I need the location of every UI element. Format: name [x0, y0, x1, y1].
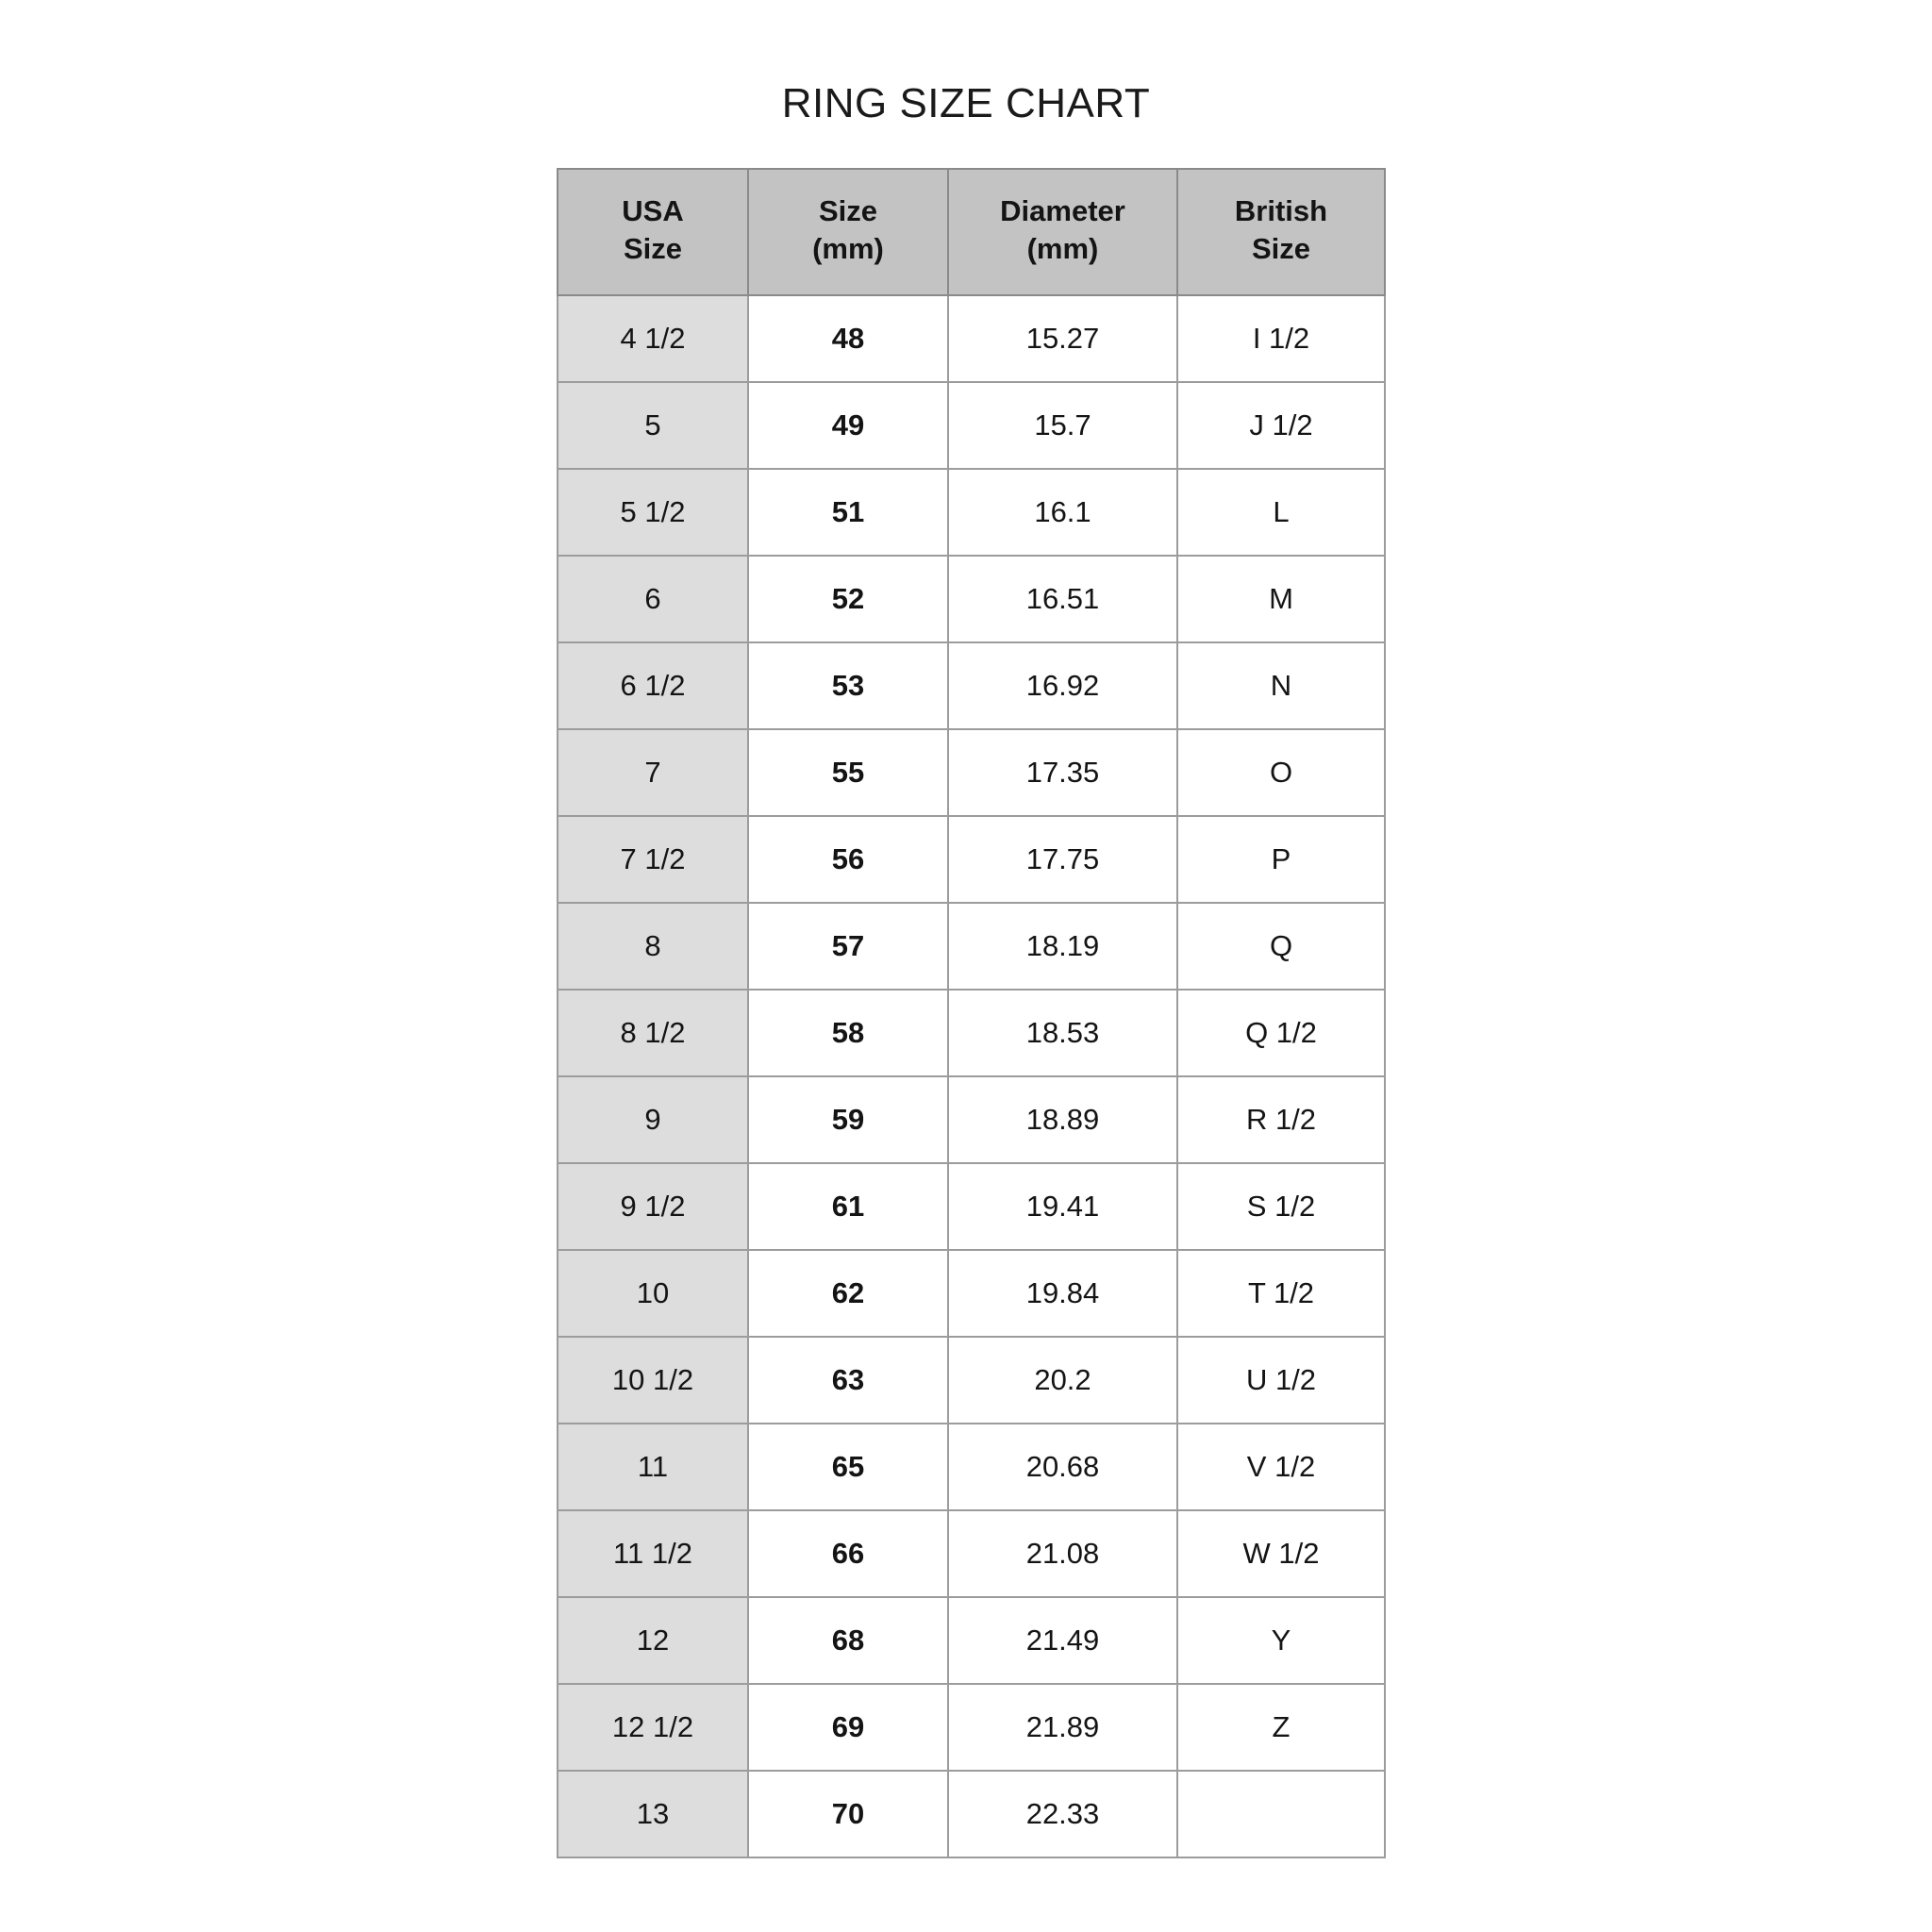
cell-british-size: R 1/2 — [1177, 1076, 1385, 1163]
cell-size-mm: 59 — [748, 1076, 948, 1163]
cell-usa-size: 8 — [558, 903, 748, 990]
cell-usa-size: 4 1/2 — [558, 295, 748, 382]
cell-usa-size: 7 — [558, 729, 748, 816]
column-header-british-size-line2: Size — [1251, 232, 1311, 265]
cell-usa-size: 7 1/2 — [558, 816, 748, 903]
cell-size-mm: 55 — [748, 729, 948, 816]
cell-british-size: Z — [1177, 1684, 1385, 1771]
cell-diameter-mm: 20.68 — [948, 1424, 1177, 1510]
cell-diameter-mm: 18.89 — [948, 1076, 1177, 1163]
cell-size-mm: 56 — [748, 816, 948, 903]
cell-size-mm: 53 — [748, 642, 948, 729]
cell-usa-size: 8 1/2 — [558, 990, 748, 1076]
cell-usa-size: 5 — [558, 382, 748, 469]
cell-size-mm: 58 — [748, 990, 948, 1076]
table-row — [558, 990, 1385, 1076]
cell-size-mm: 57 — [748, 903, 948, 990]
table-row — [558, 469, 1385, 556]
cell-diameter-mm: 15.27 — [948, 295, 1177, 382]
cell-size-mm: 63 — [748, 1337, 948, 1424]
cell-diameter-mm: 15.7 — [948, 382, 1177, 469]
column-header-usa-size-line2: Size — [623, 232, 683, 265]
table-row — [558, 295, 1385, 382]
table-row — [558, 1250, 1385, 1337]
table-row — [558, 642, 1385, 729]
column-header-usa-size-line1: USA — [622, 194, 684, 228]
cell-british-size: L — [1177, 469, 1385, 556]
cell-usa-size: 6 — [558, 556, 748, 642]
cell-diameter-mm: 18.53 — [948, 990, 1177, 1076]
cell-size-mm: 69 — [748, 1684, 948, 1771]
cell-size-mm: 49 — [748, 382, 948, 469]
cell-size-mm: 66 — [748, 1510, 948, 1597]
table-row — [558, 1076, 1385, 1163]
cell-british-size: W 1/2 — [1177, 1510, 1385, 1597]
cell-british-size: T 1/2 — [1177, 1250, 1385, 1337]
column-header-size-mm-line1: Size — [818, 194, 878, 228]
cell-diameter-mm: 17.35 — [948, 729, 1177, 816]
cell-size-mm: 51 — [748, 469, 948, 556]
cell-usa-size: 12 — [558, 1597, 748, 1684]
cell-british-size: N — [1177, 642, 1385, 729]
cell-usa-size: 9 1/2 — [558, 1163, 748, 1250]
cell-diameter-mm: 18.19 — [948, 903, 1177, 990]
cell-diameter-mm: 16.92 — [948, 642, 1177, 729]
cell-diameter-mm: 16.1 — [948, 469, 1177, 556]
ring-size-table — [557, 168, 1386, 1858]
table-row — [558, 1597, 1385, 1684]
column-header-british-size — [1177, 169, 1385, 295]
column-header-diameter-mm — [948, 169, 1177, 295]
cell-usa-size: 9 — [558, 1076, 748, 1163]
cell-british-size: J 1/2 — [1177, 382, 1385, 469]
table-row — [558, 816, 1385, 903]
cell-usa-size: 6 1/2 — [558, 642, 748, 729]
cell-size-mm: 61 — [748, 1163, 948, 1250]
table-row — [558, 903, 1385, 990]
cell-usa-size: 11 1/2 — [558, 1510, 748, 1597]
cell-diameter-mm: 19.84 — [948, 1250, 1177, 1337]
ring-size-table-container — [557, 168, 1384, 1858]
cell-british-size — [1177, 1771, 1385, 1857]
table-row — [558, 1771, 1385, 1857]
cell-diameter-mm: 17.75 — [948, 816, 1177, 903]
table-row — [558, 1510, 1385, 1597]
cell-size-mm: 48 — [748, 295, 948, 382]
cell-size-mm: 62 — [748, 1250, 948, 1337]
column-header-usa-size — [558, 169, 748, 295]
cell-diameter-mm: 22.33 — [948, 1771, 1177, 1857]
cell-british-size: O — [1177, 729, 1385, 816]
table-row — [558, 556, 1385, 642]
cell-british-size: M — [1177, 556, 1385, 642]
column-header-diameter-mm-line2: (mm) — [1026, 232, 1099, 265]
cell-diameter-mm: 16.51 — [948, 556, 1177, 642]
table-row — [558, 1337, 1385, 1424]
table-row — [558, 1163, 1385, 1250]
cell-usa-size: 10 — [558, 1250, 748, 1337]
cell-usa-size: 12 1/2 — [558, 1684, 748, 1771]
cell-british-size: I 1/2 — [1177, 295, 1385, 382]
page-title: RING SIZE CHART — [781, 80, 1151, 126]
cell-diameter-mm: 19.41 — [948, 1163, 1177, 1250]
cell-usa-size: 11 — [558, 1424, 748, 1510]
cell-diameter-mm: 21.89 — [948, 1684, 1177, 1771]
cell-diameter-mm: 21.49 — [948, 1597, 1177, 1684]
table-header — [558, 169, 1385, 295]
table-header-row — [558, 169, 1385, 295]
cell-size-mm: 52 — [748, 556, 948, 642]
cell-size-mm: 70 — [748, 1771, 948, 1857]
cell-usa-size: 5 1/2 — [558, 469, 748, 556]
table-row — [558, 1424, 1385, 1510]
column-header-size-mm-line2: (mm) — [812, 232, 884, 265]
cell-size-mm: 68 — [748, 1597, 948, 1684]
table-row — [558, 382, 1385, 469]
cell-british-size: Q — [1177, 903, 1385, 990]
cell-british-size: Y — [1177, 1597, 1385, 1684]
column-header-size-mm — [748, 169, 948, 295]
table-row — [558, 729, 1385, 816]
cell-british-size: P — [1177, 816, 1385, 903]
cell-diameter-mm: 21.08 — [948, 1510, 1177, 1597]
cell-british-size: U 1/2 — [1177, 1337, 1385, 1424]
cell-size-mm: 65 — [748, 1424, 948, 1510]
table-body — [558, 295, 1385, 1857]
cell-diameter-mm: 20.2 — [948, 1337, 1177, 1424]
cell-usa-size: 10 1/2 — [558, 1337, 748, 1424]
cell-british-size: V 1/2 — [1177, 1424, 1385, 1510]
table-row — [558, 1684, 1385, 1771]
column-header-british-size-line1: British — [1234, 194, 1328, 228]
cell-british-size: Q 1/2 — [1177, 990, 1385, 1076]
cell-usa-size: 13 — [558, 1771, 748, 1857]
cell-british-size: S 1/2 — [1177, 1163, 1385, 1250]
column-header-diameter-mm-line1: Diameter — [1000, 194, 1125, 228]
